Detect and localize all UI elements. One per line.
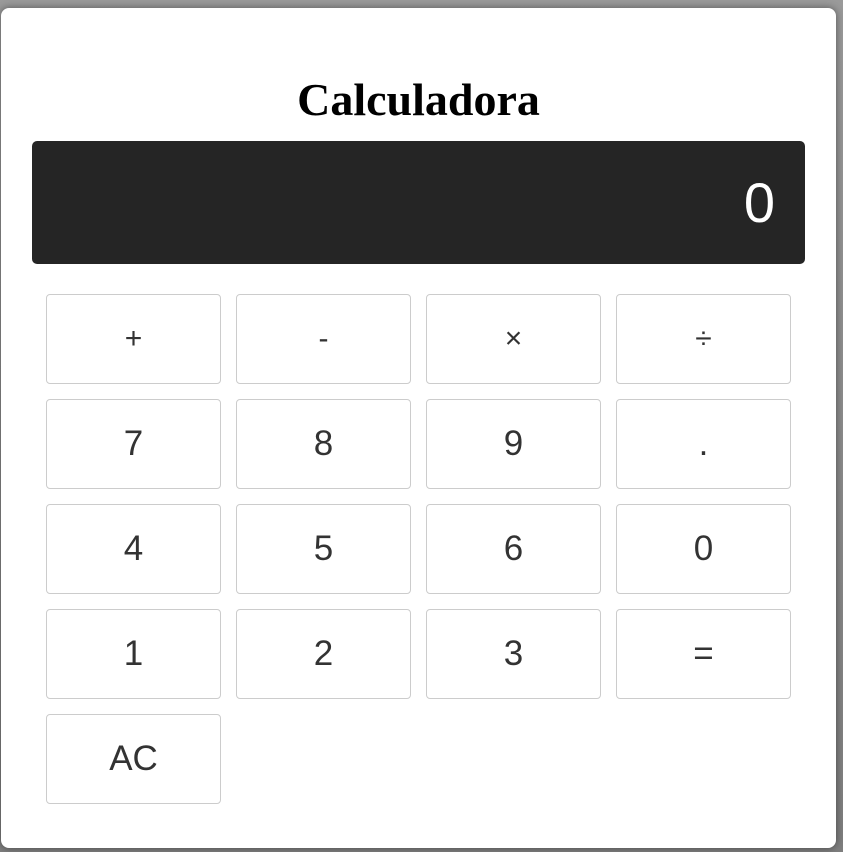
digit-9-button[interactable]: 9	[426, 399, 601, 489]
multiply-button[interactable]: ×	[426, 294, 601, 384]
equals-button[interactable]: =	[616, 609, 791, 699]
digit-0-button[interactable]: 0	[616, 504, 791, 594]
clear-button[interactable]: AC	[46, 714, 221, 804]
digit-4-button[interactable]: 4	[46, 504, 221, 594]
page-title: Calculadora	[297, 74, 540, 125]
digit-1-button[interactable]: 1	[46, 609, 221, 699]
plus-button[interactable]: +	[46, 294, 221, 384]
digit-2-button[interactable]: 2	[236, 609, 411, 699]
divide-button[interactable]: ÷	[616, 294, 791, 384]
calculator-display: 0	[32, 141, 805, 264]
minus-button[interactable]: -	[236, 294, 411, 384]
calculator-card	[1, 8, 836, 848]
digit-3-button[interactable]: 3	[426, 609, 601, 699]
digit-7-button[interactable]: 7	[46, 399, 221, 489]
digit-6-button[interactable]: 6	[426, 504, 601, 594]
digit-8-button[interactable]: 8	[236, 399, 411, 489]
digit-5-button[interactable]: 5	[236, 504, 411, 594]
decimal-button[interactable]: .	[616, 399, 791, 489]
keypad	[46, 294, 791, 804]
